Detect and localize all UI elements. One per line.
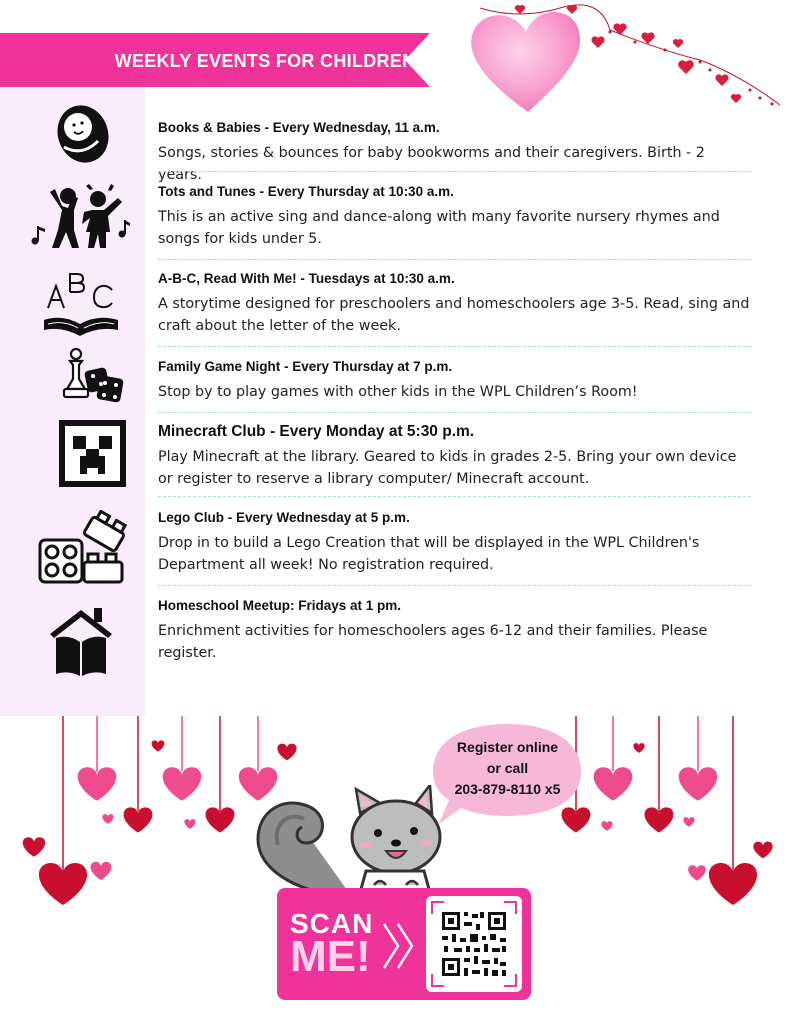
chess-dice-icon <box>60 347 126 407</box>
divider <box>158 496 751 497</box>
event-title: Books & Babies - Every Wednesday, 11 a.m. <box>158 120 440 135</box>
event-books-and-babies <box>158 119 753 186</box>
register-line-1: Register online <box>456 739 559 755</box>
event-family-game-night <box>158 358 753 403</box>
event-title: Family Game Night - Every Thursday at 7 p.m. <box>158 359 453 374</box>
event-title: Tots and Tunes - Every Thursday at 10:30 a.m. <box>158 184 454 199</box>
chevron-right-icon <box>380 920 420 972</box>
register-callout <box>440 737 575 800</box>
register-phone: 203-879-8110 x5 <box>454 781 561 797</box>
hearts-garland-decoration <box>460 0 791 115</box>
event-title: A-B-C, Read With Me! - Tuesdays at 10:30 a.m. <box>158 271 455 286</box>
page-title: WEEKLY EVENTS FOR CHILDREN <box>114 51 416 71</box>
register-line-2: or call <box>486 760 529 776</box>
divider <box>158 412 751 413</box>
event-description: Enrichment activities for homeschoolers ages 6-12 and their families. Please register. <box>158 623 708 661</box>
event-title: Lego Club - Every Wednesday at 5 p.m. <box>158 510 410 525</box>
divider <box>158 171 751 172</box>
qr-code-icon[interactable] <box>430 900 518 988</box>
event-description: Songs, stories & bounces for baby bookworms and their caregivers. Birth - 2 years. <box>158 145 705 183</box>
creeper-icon <box>59 420 126 487</box>
event-description: This is an active sing and dance-along with many favorite nursery rhymes and songs for kids under 5. <box>158 209 720 247</box>
divider <box>158 585 751 586</box>
divider <box>158 259 751 260</box>
me-label: ME! <box>290 932 371 981</box>
squirrel-mascot-icon <box>248 785 448 900</box>
event-homeschool-meetup <box>158 597 753 664</box>
lego-bricks-icon <box>36 510 128 586</box>
divider <box>158 346 751 347</box>
event-abc-read-with-me <box>158 270 753 337</box>
event-minecraft-club <box>158 423 753 490</box>
event-lego-club <box>158 509 753 576</box>
event-title: Homeschool Meetup: Fridays at 1 pm. <box>158 598 402 613</box>
baby-icon <box>54 103 112 165</box>
scan-label: SCAN <box>290 908 374 939</box>
event-title: Minecraft Club - Every Monday at 5:30 p.m. <box>158 423 475 440</box>
event-description: Drop in to build a Lego Creation that will be displayed in the WPL Children's Department all week! No registration required. <box>158 535 700 573</box>
dancing-kids-icon <box>28 184 134 254</box>
abc-book-icon <box>40 272 122 340</box>
event-description: Play Minecraft at the library. Geared to kids in grades 2-5. Bring your own device or register to reserve a library computer/ Minecraft account. <box>158 449 737 487</box>
event-description: Stop by to play games with other kids in the WPL Children’s Room! <box>158 384 638 400</box>
house-book-icon <box>48 604 114 678</box>
event-tots-and-tunes <box>158 183 753 250</box>
event-description: A storytime designed for preschoolers and homeschoolers age 3-5. Read, sing and craft about the letter of the week. <box>158 296 750 334</box>
